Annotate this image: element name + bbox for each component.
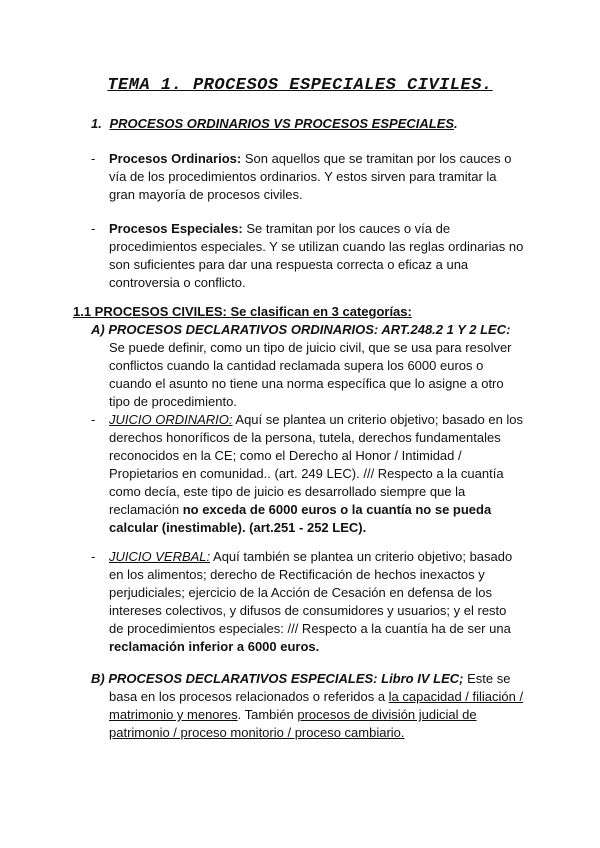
juicio-ordinario-line: como decía, este tipo de juicio es desarrollado siempre que la <box>109 484 466 499</box>
section1-heading-end: . <box>454 116 458 131</box>
juicio-ordinario-paragraph <box>109 411 589 537</box>
section11-heading: 1.1 PROCESOS CIVILES: Se clasifican en 3 categorías: <box>73 304 412 319</box>
juicio-verbal-line: en los alimentos; derecho de Rectificación de hechos inexactos y <box>109 567 485 582</box>
section-a-line: Se puede definir, como un tipo de juicio civil, que se usa para resolver <box>109 340 512 355</box>
juicio-verbal-line: intereses colectivos, y difusos de consumidores y usuarios; y el resto <box>109 603 507 618</box>
section-b-line: Este se <box>463 671 511 686</box>
ordinarios-line: vía de los procedimientos ordinarios. Y estos sirven para tramitar la <box>109 169 497 184</box>
section-b-underlined: la capacidad / filiación / <box>388 689 524 704</box>
juicio-ordinario-emphasis: no exceda de 6000 euros o la cuantía no se pueda <box>182 502 492 517</box>
section-b-underlined: matrimonio y menores <box>109 707 238 722</box>
especiales-bullet: - <box>91 221 96 236</box>
ordinarios-bullet: - <box>91 151 96 166</box>
section-b-underlined: procesos de división judicial de <box>297 707 477 722</box>
especiales-line: Se tramitan por los cauces o vía de <box>242 221 451 236</box>
ordinarios-label: Procesos Ordinarios: <box>109 151 242 166</box>
especiales-line: son suficientes para dar una respuesta correcta o eficaz a una <box>109 257 469 272</box>
juicio-ordinario-line: Propietarios en comunidad.. (art. 249 LEC). /// Respecto a la cuantía <box>109 466 504 481</box>
juicio-ordinario-label: JUICIO ORDINARIO: <box>109 412 233 427</box>
section-b-heading: B) PROCESOS DECLARATIVOS ESPECIALES: Libro IV LEC; <box>91 671 464 686</box>
juicio-ordinario-emphasis: calcular (inestimable). (art.251 - 252 LEC). <box>109 520 367 535</box>
section-b-underlined: patrimonio / proceso monitorio / proceso cambiario. <box>109 725 405 740</box>
especiales-line: procedimientos especiales. Y se utilizan cuando las reglas ordinarias no <box>109 239 524 254</box>
page-title: TEMA 1. PROCESOS ESPECIALES CIVILES. <box>107 76 493 95</box>
section-b-paragraph <box>91 670 591 742</box>
section-b-line: . También <box>237 707 298 722</box>
juicio-ordinario-bullet: - <box>91 412 96 427</box>
ordinarios-line: gran mayoría de procesos civiles. <box>109 187 303 202</box>
section-a-paragraph <box>109 339 589 411</box>
especiales-label: Procesos Especiales: <box>109 221 243 236</box>
juicio-verbal-line: de procedimientos especiales: /// Respecto a la cuantía ha de ser una <box>109 621 511 636</box>
section1-heading <box>91 115 458 133</box>
especiales-paragraph <box>109 220 589 292</box>
especiales-line: controversia o conflicto. <box>109 275 246 290</box>
section-a-line: conflictos cuando la cantidad reclamada supera los 6000 euros o <box>109 358 484 373</box>
juicio-verbal-line: Aquí también se plantea un criterio objetivo; basado <box>210 549 513 564</box>
section-a-line: tipo de procedimiento. <box>109 394 237 409</box>
juicio-verbal-emphasis: reclamación inferior a 6000 euros. <box>109 639 320 654</box>
juicio-verbal-label: JUICIO VERBAL: <box>109 549 211 564</box>
juicio-ordinario-line: Aquí se plantea un criterio objetivo; basado en los <box>232 412 524 427</box>
ordinarios-line: Son aquellos que se tramitan por los cauces o <box>241 151 512 166</box>
section-a-heading: A) PROCESOS DECLARATIVOS ORDINARIOS: ART.248.2 1 Y 2 LEC: <box>91 322 511 337</box>
juicio-ordinario-line: derechos honoríficos de la persona, tutela, derechos fundamentales <box>109 430 501 445</box>
section-a-line: cuando el asunto no tiene una norma específica que lo asigne a otro <box>109 376 504 391</box>
ordinarios-paragraph <box>109 150 589 204</box>
juicio-verbal-line: perjudiciales; ejercicio de la Acción de Cesación en defensa de los <box>109 585 493 600</box>
juicio-verbal-bullet: - <box>91 549 96 564</box>
section1-number: 1. <box>91 116 102 131</box>
juicio-ordinario-line: reconocidos en la CE; como el Derecho al Honor / Intimidad / <box>109 448 462 463</box>
juicio-verbal-paragraph <box>109 548 589 656</box>
section-b-line: basa en los procesos relacionados o referidos a <box>109 689 389 704</box>
section1-heading-text: PROCESOS ORDINARIOS VS PROCESOS ESPECIALES <box>109 116 455 131</box>
juicio-ordinario-line: reclamación <box>109 502 183 517</box>
